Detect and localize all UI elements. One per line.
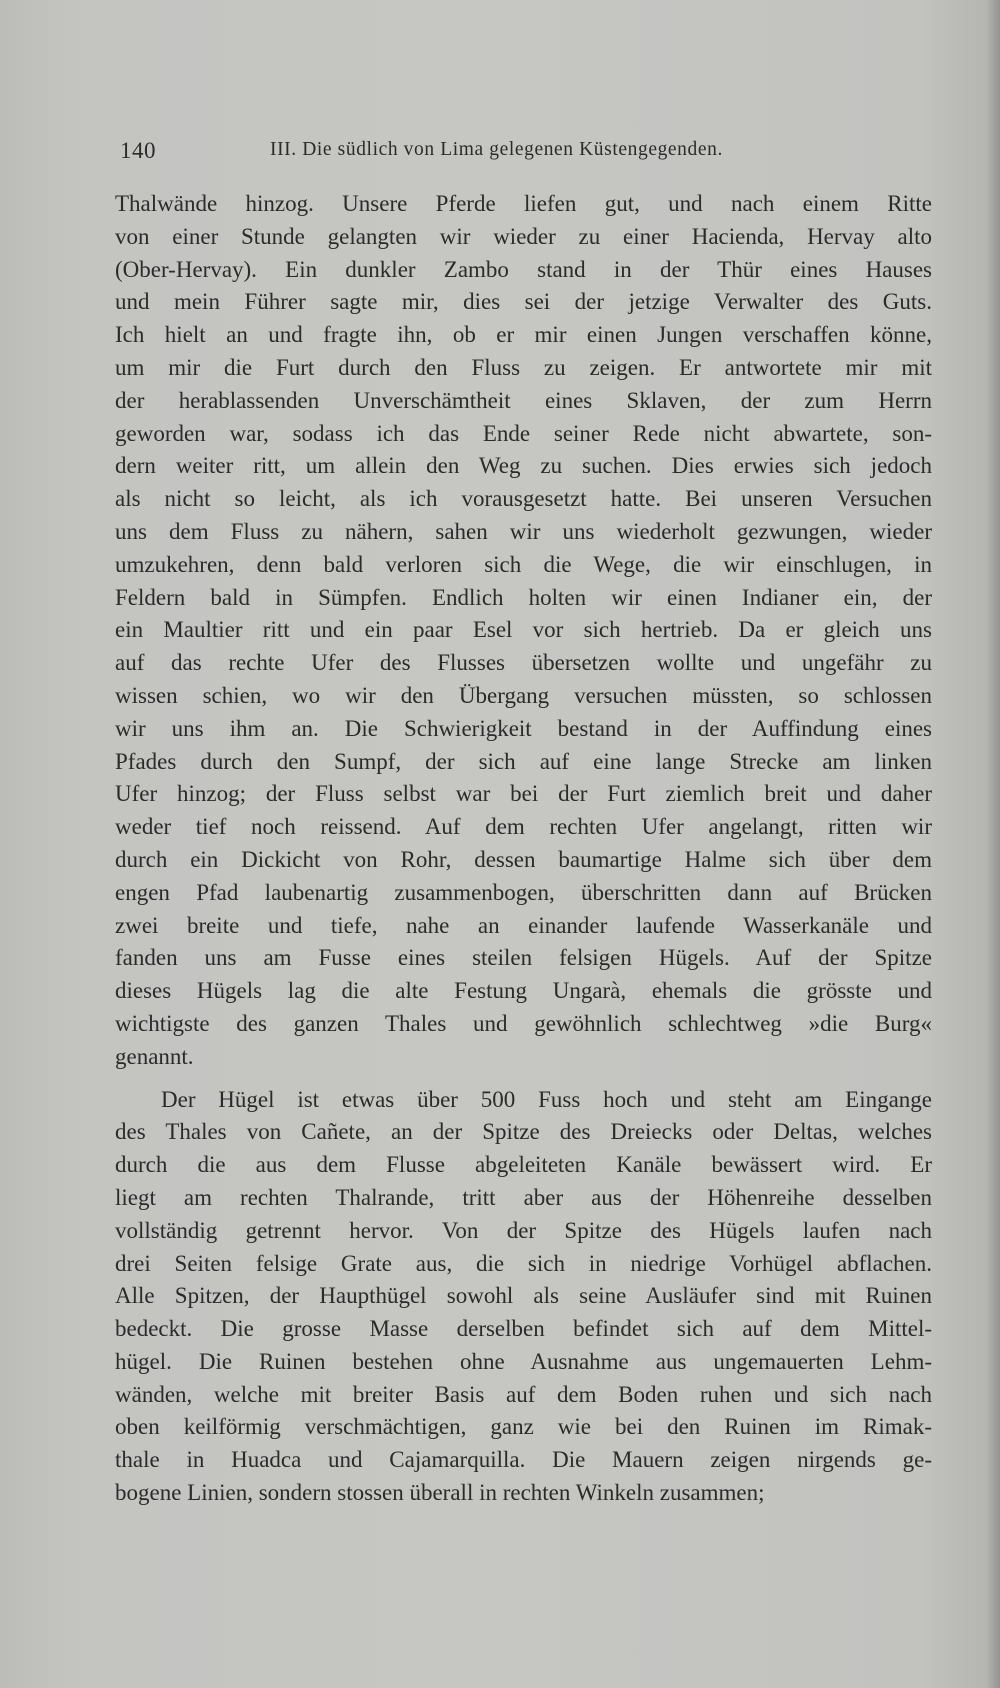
text-line: als nicht so leicht, als ich vorausgesetzt hatte. Bei unseren Versuchen: [115, 486, 932, 512]
text-line: wir uns ihm an. Die Schwierigkeit bestand in der Auffindung eines: [115, 715, 932, 741]
text-line: Ich hielt an und fragte ihn, ob er mir einen Jungen verschaffen könne,: [115, 322, 932, 348]
text-line: um mir die Furt durch den Fluss zu zeigen. Er antwortete mir mit: [115, 354, 932, 380]
text-line: ein Maultier ritt und ein paar Esel vor sich hertrieb. Da er gleich uns: [115, 617, 932, 643]
text-line: hügel. Die Ruinen bestehen ohne Ausnahme aus ungemauerten Lehm-: [115, 1348, 932, 1374]
text-line: durch ein Dickicht von Rohr, dessen baumartige Halme sich über dem: [115, 846, 932, 872]
text-line: wissen schien, wo wir den Übergang versuchen müssten, so schlossen: [115, 682, 932, 708]
text-line: Pfades durch den Sumpf, der sich auf eine lange Strecke am linken: [115, 748, 932, 774]
text-line: drei Seiten felsige Grate aus, die sich in niedrige Vorhügel abflachen.: [115, 1250, 932, 1276]
text-line: bedeckt. Die grosse Masse derselben befindet sich auf dem Mittel-: [115, 1316, 932, 1342]
text-line: (Ober-Hervay). Ein dunkler Zambo stand in der Thür eines Hauses: [115, 256, 932, 282]
text-line: uns dem Fluss zu nähern, sahen wir uns wiederholt gezwungen, wieder: [115, 518, 932, 544]
text-line: des Thales von Cañete, an der Spitze des Dreiecks oder Deltas, welches: [115, 1119, 932, 1145]
text-line: durch die aus dem Flusse abgeleiteten Kanäle bewässert wird. Er: [115, 1152, 932, 1178]
text-line: oben keilförmig verschmächtigen, ganz wie bei den Ruinen im Rimak-: [115, 1414, 932, 1440]
text-line: und mein Führer sagte mir, dies sei der jetzige Verwalter des Guts.: [115, 289, 932, 315]
paragraph-gap: [115, 1074, 932, 1084]
text-line: umzukehren, denn bald verloren sich die Wege, die wir einschlugen, in: [115, 551, 932, 577]
text-line: engen Pfad laubenartig zusammenbogen, überschritten dann auf Brücken: [115, 879, 932, 905]
text-line: auf das rechte Ufer des Flusses übersetzen wollte und ungefähr zu: [115, 650, 932, 676]
paragraph-1: [115, 188, 932, 1074]
text-line: wichtigste des ganzen Thales und gewöhnlich schlechtweg »die Burg«: [115, 1010, 932, 1036]
text-line: bogene Linien, sondern stossen überall in rechten Winkeln zusammen;: [115, 1480, 765, 1506]
body-text: [115, 188, 932, 1510]
text-line: Der Hügel ist etwas über 500 Fuss hoch und steht am Eingange: [161, 1086, 932, 1112]
page-edge-shadow: [986, 0, 1000, 1688]
text-line: thale in Huadca und Cajamarquilla. Die Mauern zeigen nirgends ge-: [115, 1447, 932, 1473]
text-line: weder tief noch reissend. Auf dem rechten Ufer angelangt, ritten wir: [115, 814, 932, 840]
text-line: vollständig getrennt hervor. Von der Spitze des Hügels laufen nach: [115, 1217, 932, 1243]
text-line: genannt.: [115, 1043, 194, 1069]
text-line: zwei breite und tiefe, nahe an einander laufende Wasserkanäle und: [115, 912, 932, 938]
text-line: von einer Stunde gelangten wir wieder zu einer Hacienda, Hervay alto: [115, 223, 932, 249]
running-head: III. Die südlich von Lima gelegenen Küstengegenden.: [270, 139, 723, 160]
text-line: liegt am rechten Thalrande, tritt aber aus der Höhenreihe desselben: [115, 1184, 932, 1210]
text-line: dern weiter ritt, um allein den Weg zu suchen. Dies erwies sich jedoch: [115, 453, 932, 479]
text-line: fanden uns am Fusse eines steilen felsigen Hügels. Auf der Spitze: [115, 945, 932, 971]
text-line: Alle Spitzen, der Haupthügel sowohl als seine Ausläufer sind mit Ruinen: [115, 1283, 932, 1309]
paragraph-2: [115, 1084, 932, 1510]
page-header: [120, 138, 930, 168]
text-line: dieses Hügels lag die alte Festung Ungarà, ehemals die grösste und: [115, 978, 932, 1004]
text-line: wänden, welche mit breiter Basis auf dem Boden ruhen und sich nach: [115, 1381, 932, 1407]
text-line: Ufer hinzog; der Fluss selbst war bei der Furt ziemlich breit und daher: [115, 781, 932, 807]
text-line: Thalwände hinzog. Unsere Pferde liefen gut, und nach einem Ritte: [115, 191, 932, 216]
text-line: geworden war, sodass ich das Ende seiner Rede nicht abwartete, son-: [115, 420, 932, 446]
text-line: der herablassenden Unverschämtheit eines Sklaven, der zum Herrn: [115, 387, 932, 413]
text-line: Feldern bald in Sümpfen. Endlich holten wir einen Indianer ein, der: [115, 584, 932, 610]
page-number: 140: [120, 138, 156, 163]
